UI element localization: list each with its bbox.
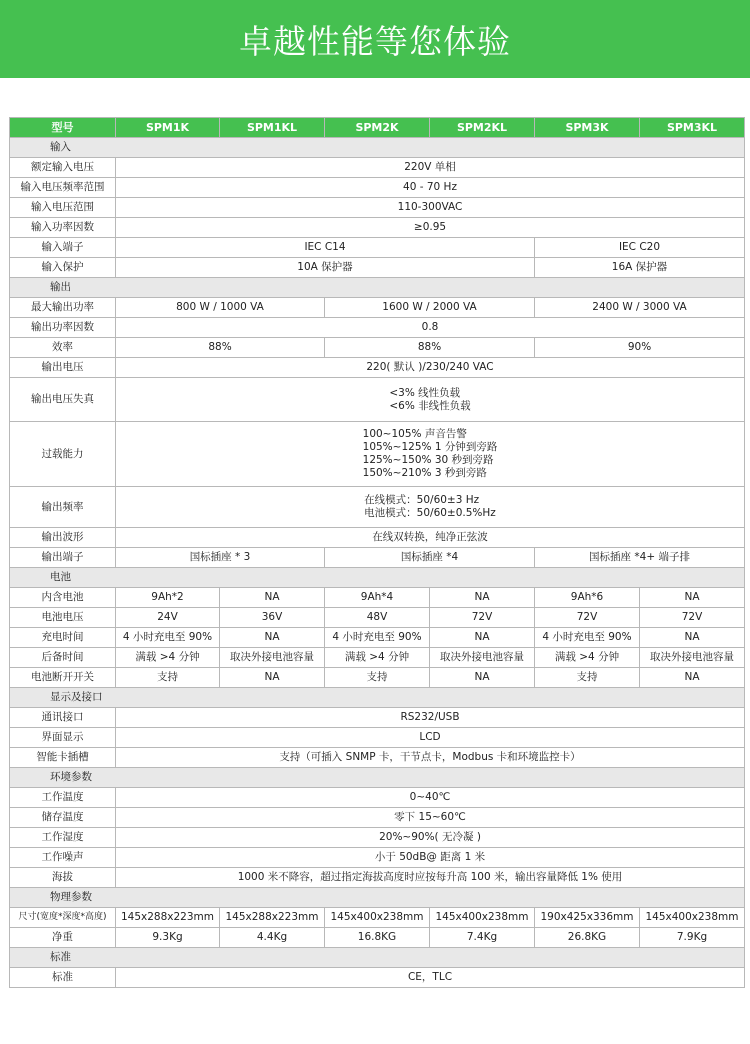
row-value — [116, 422, 745, 487]
row-value: 800 W / 1000 VA — [116, 298, 325, 318]
row-value: 20%~90%( 无冷凝 ) — [116, 828, 745, 848]
row-value: 小于 50dB@ 距离 1 米 — [116, 848, 745, 868]
table-row — [10, 218, 745, 238]
cell-value: 4 小时充电至 90% — [535, 628, 640, 648]
cell-value: 取决外接电池容量 — [430, 648, 535, 668]
cell-value: 9Ah*4 — [325, 588, 430, 608]
section-row — [10, 948, 745, 968]
section-title: 环境参数 — [10, 768, 745, 788]
cell-value: 72V — [535, 608, 640, 628]
value-line: 125%~150% 30 秒到旁路 — [362, 454, 494, 466]
table-row — [10, 788, 745, 808]
row-value: 88% — [325, 338, 535, 358]
row-value: 0.8 — [116, 318, 745, 338]
header-cell: SPM3K — [535, 118, 640, 138]
row-value: 1000 米不降容，超过指定海拔高度时应按每升高 100 米，输出容量降低 1% 使用 — [116, 868, 745, 888]
value-line: <6% 非线性负载 — [389, 399, 471, 412]
cell-value: 48V — [325, 608, 430, 628]
cell-value: 16.8KG — [325, 928, 430, 948]
row-value: 40 - 70 Hz — [116, 178, 745, 198]
cell-value: 4 小时充电至 90% — [325, 628, 430, 648]
cell-value: 9.3Kg — [116, 928, 220, 948]
table-row — [10, 238, 745, 258]
title-banner — [0, 0, 750, 78]
cell-value: 满载 >4 分钟 — [535, 648, 640, 668]
row-value: 10A 保护器 — [116, 258, 535, 278]
value-line: 100~105% 声音告警 — [362, 428, 467, 440]
cell-value: 7.9Kg — [640, 928, 745, 948]
cell-value: NA — [430, 628, 535, 648]
table-row — [10, 608, 745, 628]
row-label: 智能卡插槽 — [10, 748, 116, 768]
table-row — [10, 748, 745, 768]
row-label: 尺寸(宽度*深度*高度) — [10, 908, 116, 928]
cell-value: NA — [640, 628, 745, 648]
cell-value: 4.4Kg — [220, 928, 325, 948]
row-value: CE，TLC — [116, 968, 745, 988]
table-row — [10, 588, 745, 608]
row-label: 输入电压范围 — [10, 198, 116, 218]
cell-value: 支持 — [325, 668, 430, 688]
value-line: 105%~125% 1 分钟到旁路 — [362, 441, 498, 453]
cell-value: 支持 — [116, 668, 220, 688]
table-row — [10, 928, 745, 948]
cell-value: 145x400x238mm — [640, 908, 745, 928]
row-value: 零下 15~60℃ — [116, 808, 745, 828]
row-label: 充电时间 — [10, 628, 116, 648]
cell-value: 9Ah*6 — [535, 588, 640, 608]
spec-table — [9, 117, 745, 988]
value-line: 在线模式：50/60±3 Hz — [364, 494, 480, 506]
table-row — [10, 158, 745, 178]
header-row — [10, 118, 745, 138]
row-value: 16A 保护器 — [535, 258, 745, 278]
row-value: ≥0.95 — [116, 218, 745, 238]
cell-value: NA — [430, 588, 535, 608]
row-value: RS232/USB — [116, 708, 745, 728]
table-row — [10, 422, 745, 487]
table-row — [10, 708, 745, 728]
section-row — [10, 688, 745, 708]
row-value: 110-300VAC — [116, 198, 745, 218]
multiline-value — [389, 387, 470, 413]
row-value — [116, 378, 745, 422]
row-label: 内含电池 — [10, 588, 116, 608]
value-line: 150%~210% 3 秒到旁路 — [362, 467, 487, 479]
row-label: 净重 — [10, 928, 116, 948]
table-row — [10, 908, 745, 928]
row-value: 在线双转换，纯净正弦波 — [116, 528, 745, 548]
table-row — [10, 728, 745, 748]
cell-value: 26.8KG — [535, 928, 640, 948]
table-row — [10, 968, 745, 988]
row-label: 效率 — [10, 338, 116, 358]
header-cell: SPM1K — [116, 118, 220, 138]
cell-value: 72V — [640, 608, 745, 628]
table-row — [10, 487, 745, 528]
cell-value: 取决外接电池容量 — [640, 648, 745, 668]
row-label: 储存温度 — [10, 808, 116, 828]
row-value: LCD — [116, 728, 745, 748]
table-row — [10, 528, 745, 548]
table-row — [10, 178, 745, 198]
row-label: 电池电压 — [10, 608, 116, 628]
table-row — [10, 318, 745, 338]
value-line: <3% 线性负载 — [389, 386, 461, 399]
cell-value: 36V — [220, 608, 325, 628]
row-label: 界面显示 — [10, 728, 116, 748]
row-label: 额定输入电压 — [10, 158, 116, 178]
row-value: 1600 W / 2000 VA — [325, 298, 535, 318]
table-row — [10, 628, 745, 648]
multiline-value — [364, 494, 496, 520]
row-value: 支持（可插入 SNMP 卡，干节点卡，Modbus 卡和环境监控卡） — [116, 748, 745, 768]
row-label: 后备时间 — [10, 648, 116, 668]
table-row — [10, 668, 745, 688]
row-value: 90% — [535, 338, 745, 358]
header-cell: 型号 — [10, 118, 116, 138]
row-label: 输入保护 — [10, 258, 116, 278]
cell-value: NA — [640, 668, 745, 688]
row-label: 海拔 — [10, 868, 116, 888]
section-title: 标准 — [10, 948, 745, 968]
cell-value: 24V — [116, 608, 220, 628]
table-row — [10, 358, 745, 378]
section-row — [10, 768, 745, 788]
table-row — [10, 298, 745, 318]
header-cell: SPM1KL — [220, 118, 325, 138]
cell-value: 145x288x223mm — [116, 908, 220, 928]
table-row — [10, 848, 745, 868]
row-value — [116, 487, 745, 528]
multiline-value — [363, 428, 498, 480]
value-line: 电池模式：50/60±0.5%Hz — [364, 507, 496, 519]
page-title: 卓越性能等您体验 — [239, 21, 511, 61]
cell-value: 取决外接电池容量 — [220, 648, 325, 668]
header-cell: SPM3KL — [640, 118, 745, 138]
section-row — [10, 888, 745, 908]
row-label: 最大输出功率 — [10, 298, 116, 318]
row-label: 过载能力 — [10, 422, 116, 487]
row-label: 通讯接口 — [10, 708, 116, 728]
table-row — [10, 808, 745, 828]
row-label: 输出波形 — [10, 528, 116, 548]
cell-value: 支持 — [535, 668, 640, 688]
cell-value: 145x400x238mm — [325, 908, 430, 928]
cell-value: 72V — [430, 608, 535, 628]
row-label: 输出频率 — [10, 487, 116, 528]
row-value: 220V 单相 — [116, 158, 745, 178]
header-cell: SPM2K — [325, 118, 430, 138]
cell-value: 满载 >4 分钟 — [116, 648, 220, 668]
cell-value: 145x288x223mm — [220, 908, 325, 928]
table-row — [10, 198, 745, 218]
row-label: 输入端子 — [10, 238, 116, 258]
section-title: 显示及接口 — [10, 688, 745, 708]
section-title: 物理参数 — [10, 888, 745, 908]
row-label: 工作噪声 — [10, 848, 116, 868]
row-label: 输出功率因数 — [10, 318, 116, 338]
row-value: 220( 默认 )/230/240 VAC — [116, 358, 745, 378]
cell-value: 7.4Kg — [430, 928, 535, 948]
section-row — [10, 138, 745, 158]
cell-value: 9Ah*2 — [116, 588, 220, 608]
cell-value: 190x425x336mm — [535, 908, 640, 928]
table-row — [10, 868, 745, 888]
row-value: IEC C20 — [535, 238, 745, 258]
cell-value: NA — [220, 588, 325, 608]
cell-value: NA — [640, 588, 745, 608]
cell-value: NA — [430, 668, 535, 688]
table-row — [10, 258, 745, 278]
table-row — [10, 548, 745, 568]
row-label: 输出电压 — [10, 358, 116, 378]
row-value: 国标插座 *4+ 端子排 — [535, 548, 745, 568]
table-row — [10, 378, 745, 422]
cell-value: NA — [220, 628, 325, 648]
table-row — [10, 648, 745, 668]
header-cell: SPM2KL — [430, 118, 535, 138]
cell-value: NA — [220, 668, 325, 688]
section-title: 电池 — [10, 568, 745, 588]
row-value: 2400 W / 3000 VA — [535, 298, 745, 318]
row-label: 工作湿度 — [10, 828, 116, 848]
section-title: 输出 — [10, 278, 745, 298]
row-value: 88% — [116, 338, 325, 358]
row-value: IEC C14 — [116, 238, 535, 258]
table-row — [10, 828, 745, 848]
cell-value: 4 小时充电至 90% — [116, 628, 220, 648]
section-row — [10, 568, 745, 588]
section-row — [10, 278, 745, 298]
row-value: 0~40℃ — [116, 788, 745, 808]
row-label: 工作温度 — [10, 788, 116, 808]
table-row — [10, 338, 745, 358]
cell-value: 145x400x238mm — [430, 908, 535, 928]
row-label: 电池断开开关 — [10, 668, 116, 688]
row-label: 输出端子 — [10, 548, 116, 568]
section-title: 输入 — [10, 138, 745, 158]
row-value: 国标插座 * 3 — [116, 548, 325, 568]
row-label: 输入电压频率范围 — [10, 178, 116, 198]
cell-value: 满载 >4 分钟 — [325, 648, 430, 668]
row-label: 标准 — [10, 968, 116, 988]
row-label: 输出电压失真 — [10, 378, 116, 422]
row-label: 输入功率因数 — [10, 218, 116, 238]
row-value: 国标插座 *4 — [325, 548, 535, 568]
